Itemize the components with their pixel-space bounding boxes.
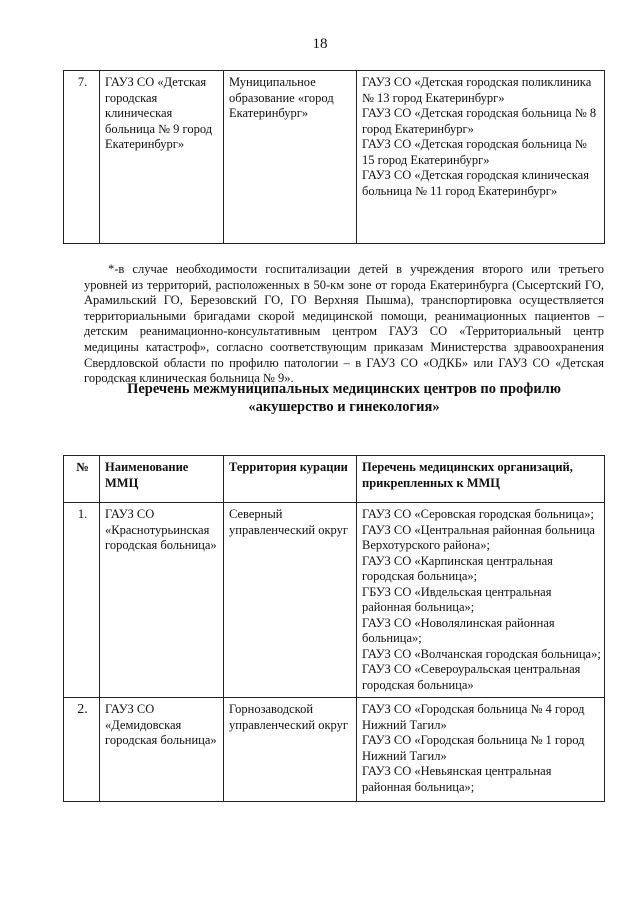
organizations-list (357, 503, 605, 698)
row-number: 1. (64, 503, 100, 698)
row-number: 2. (64, 698, 100, 802)
header-territory: Территория курации (224, 456, 357, 503)
header-name: Наименование ММЦ (100, 456, 224, 503)
header-row (64, 456, 605, 503)
organization-item: ГАУЗ СО «Детская городская клиническая больница № 11 город Екатеринбург» (362, 168, 589, 198)
header-num: № (64, 456, 100, 503)
header-orgs: Перечень медицинских организаций, прикрепленных к ММЦ (357, 456, 605, 503)
territory: Северный управленческий округ (224, 503, 357, 698)
mmc-name: ГАУЗ СО «Детская городская клиническая больница № 9 город Екатеринбург» (100, 71, 224, 244)
organization-item: ГАУЗ СО «Невьянская центральная районная больница»; (362, 764, 552, 794)
organization-item: ГАУЗ СО «Карпинская центральная городская больница»; (362, 553, 553, 583)
organization-item: ГАУЗ СО «Городская больница № 4 город Нижний Тагил» (362, 702, 585, 732)
top-table (63, 70, 605, 244)
organization-item: ГАУЗ СО «Городская больница № 1 город Нижний Тагил» (362, 733, 585, 763)
table-row (64, 71, 605, 244)
row-number: 7. (64, 71, 100, 244)
organizations-list (357, 698, 605, 802)
organization-item: ГАУЗ СО «Новолялинская районная больница»; (362, 615, 555, 645)
organization-item: ГАУЗ СО «Серовская городская больница»; (362, 507, 594, 521)
mmc-table (63, 455, 605, 802)
organization-item: ГАУЗ СО «Детская городская поликлиника № 13 город Екатеринбург» (362, 75, 592, 105)
table-row (64, 698, 605, 802)
organization-item: ГАУЗ СО «Детская городская больница № 15 город Екатеринбург» (362, 137, 587, 167)
organization-item: ГАУЗ СО «Североуральская центральная городская больница» (362, 662, 581, 692)
organizations-list (357, 71, 605, 244)
section-title-line: «акушерство и гинекология» (248, 399, 440, 415)
organization-item: ГБУЗ СО «Ивдельская центральная районная больница»; (362, 584, 552, 614)
section-title-line: Перечень межмуниципальных медицинских центров по профилю (127, 381, 561, 397)
footnote: *-в случае необходимости госпитализации детей в учреждения второго или третьего уровней из территорий, расположенных в 50-км зоне от города Екатеринбурга (Сысертский ГО, Арамильский ГО, Березовский ГО, ГО Верхняя Пышма), транспортировка осуществляется территориальными бригадами скорой медицинской помощи, реанимационных пациентов – детским реанимационно-консультативным центром ГАУЗ СО «Территориальный центр медицины катастроф», согласно соответствующим приказам Министерства здравоохранения Свердловской области по профилю патологии – в ГАУЗ СО «ОДКБ» или ГАУЗ СО «Детская городская клиническая больница № 9». (84, 262, 604, 386)
section-title (84, 380, 604, 416)
mmc-name: ГАУЗ СО «Краснотурьинская городская больница» (100, 503, 224, 698)
territory: Муниципальное образование «город Екатеринбург» (224, 71, 357, 244)
organization-item: ГАУЗ СО «Центральная районная больница Верхотурского района»; (362, 522, 595, 552)
territory: Горнозаводской управленческий округ (224, 698, 357, 802)
organization-item: ГАУЗ СО «Волчанская городская больница»; (362, 646, 601, 661)
organization-item: ГАУЗ СО «Детская городская больница № 8 город Екатеринбург» (362, 106, 597, 136)
mmc-name: ГАУЗ СО «Демидовская городская больница» (100, 698, 224, 802)
table-row (64, 503, 605, 698)
page-number: 18 (312, 36, 328, 52)
